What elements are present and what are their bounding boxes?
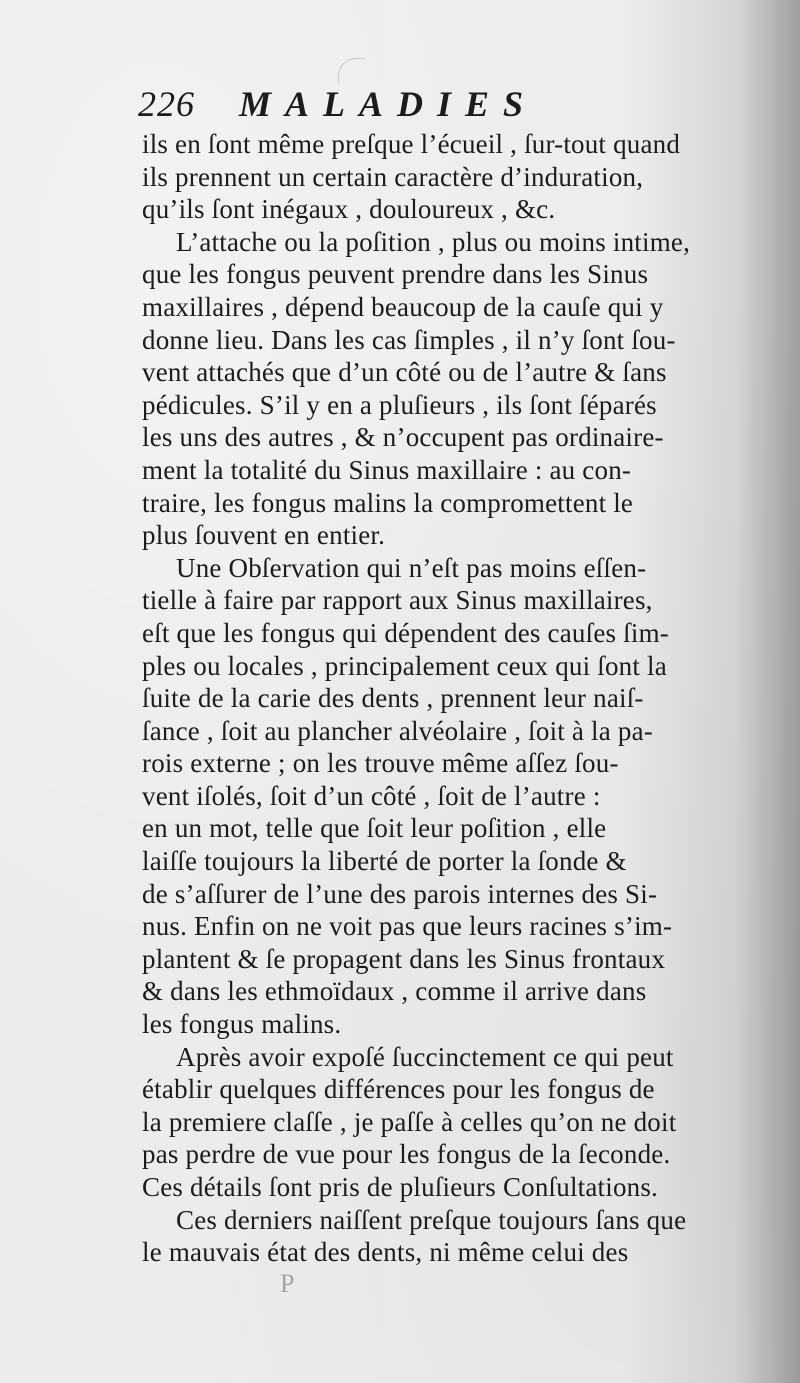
- text-line: plantent & ſe propagent dans les Sinus frontaux: [142, 943, 666, 974]
- text-line: nus. Enfin on ne voit pas que leurs racines s’im-: [142, 911, 673, 942]
- text-line: maxillaires , dépend beaucoup de la cauſe qui y: [142, 291, 664, 322]
- text-line: laiſſe toujours la liberté de porter la ſonde &: [142, 846, 627, 877]
- text-line: les fongus malins.: [142, 1009, 342, 1040]
- text-line: les uns des autres , & n’occupent pas ordinaire-: [142, 422, 664, 453]
- text-line: & dans les ethmoïdaux , comme il arrive dans: [142, 976, 647, 1007]
- text-line: pas perdre de vue pour les fongus de la ſeconde.: [142, 1139, 671, 1170]
- text-line: qu’ils ſont inégaux , douloureux , &c.: [142, 194, 556, 225]
- text-line: Ces détails ſont pris de pluſieurs Conſultations.: [142, 1172, 659, 1202]
- text-line: tielle à faire par rapport aux Sinus maxillaires,: [142, 585, 653, 616]
- text-line: ſance , ſoit au plancher alvéolaire , ſoit à la pa-: [142, 715, 653, 746]
- text-line: le mauvais état des dents, ni même celui des: [142, 1237, 629, 1268]
- signature-mark: P: [280, 1269, 295, 1298]
- page-header: [138, 78, 608, 122]
- text-line: vent iſolés, ſoit d’un côté , ſoit de l’autre :: [142, 780, 601, 811]
- page-number: 226: [138, 84, 195, 124]
- paragraph-start-line: Après avoir expoſé ſuccinctement ce qui peut: [176, 1041, 674, 1072]
- paragraph-start-line: Ces derniers naiſſent preſque toujours ſans que: [176, 1204, 687, 1235]
- text-line: ment la totalité du Sinus maxillaire : au con-: [142, 454, 632, 485]
- text-line: ples ou locales , principalement ceux qui ſont la: [142, 650, 667, 681]
- text-line: eſt que les fongus qui dépendent des cauſes ſim-: [142, 617, 669, 648]
- text-line: donne lieu. Dans les cas ſimples , il n’y ſont ſou-: [142, 324, 676, 355]
- text-line: que les fongus peuvent prendre dans les Sinus: [142, 259, 649, 290]
- text-line: la premiere claſſe , je paſſe à celles qu’on ne doit: [142, 1106, 677, 1137]
- text-line: en un mot, telle que ſoit leur poſition , elle: [142, 813, 607, 844]
- text-line: ils en ſont même preſque l’écueil , ſur-tout quand: [142, 129, 681, 159]
- paragraph-start-line: Une Obſervation qui n’eſt pas moins eſſen-: [176, 552, 647, 583]
- body-text: [142, 128, 782, 1288]
- text-line: traire, les fongus malins la compromettent le: [142, 487, 634, 518]
- running-head: MALADIES: [239, 84, 538, 124]
- text-line: établir quelques différences pour les fongus de: [142, 1074, 655, 1105]
- text-line: plus ſouvent en entier.: [142, 520, 386, 551]
- text-line: ils prennent un certain caractère d’induration,: [142, 161, 644, 192]
- text-line: rois externe ; on les trouve même aſſez ſou-: [142, 748, 619, 779]
- text-line: vent attachés que d’un côté ou de l’autre & ſans: [142, 357, 667, 388]
- paragraph-start-line: L’attache ou la poſition , plus ou moins intime,: [176, 226, 691, 257]
- text-line: pédicules. S’il y en a pluſieurs , ils ſont ſéparés: [142, 389, 657, 420]
- text-line: ſuite de la carie des dents , prennent leur naiſ-: [142, 683, 644, 714]
- text-line: de s’aſſurer de l’une des parois internes des Si-: [142, 878, 658, 909]
